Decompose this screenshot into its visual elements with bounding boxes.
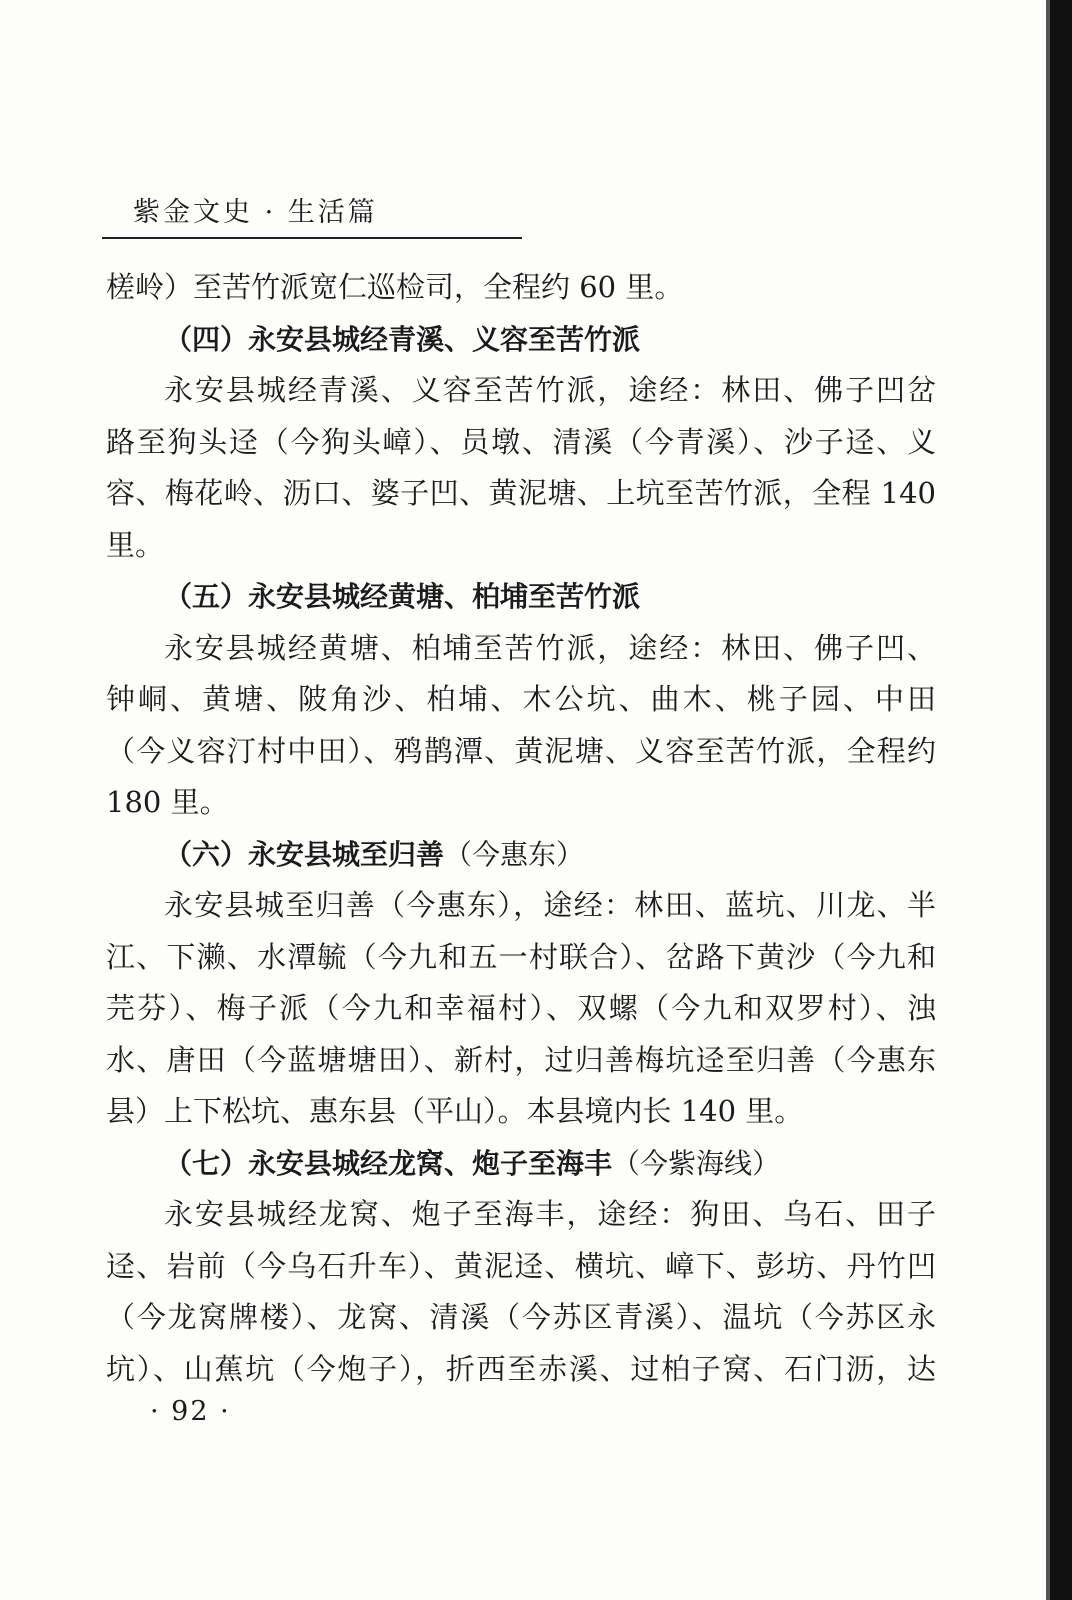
text-line: 钟峒、黄塘、陂角沙、柏埔、木公坑、曲木、桃子园、中田 <box>106 682 936 716</box>
text-line: 槎岭）至苦竹派宽仁巡检司，全程约 60 里。 <box>106 270 684 304</box>
running-header: 紫金文史 · 生活篇 <box>133 197 378 228</box>
section-heading <box>106 571 936 623</box>
section-heading-text: （五）永安县城经黄塘、柏埔至苦竹派 <box>164 580 641 613</box>
section-heading <box>106 314 936 366</box>
text-line: 180 里。 <box>106 785 229 819</box>
section-heading <box>106 1138 936 1190</box>
scan-edge <box>1046 0 1072 1600</box>
text-line: 芫芬）、梅子派（今九和幸福村）、双螺（今九和双罗村）、浊 <box>106 991 936 1025</box>
text-line: 永安县城经青溪、义容至苦竹派，途经：林田、佛子凹岔 <box>164 373 936 407</box>
section-heading-text: （七）永安县城经龙窝、炮子至海丰 <box>164 1146 613 1180</box>
text-line: 容、梅花岭、沥口、婆子凹、黄泥塘、上坑至苦竹派，全程 140 <box>106 476 936 510</box>
text-line: 里。 <box>106 527 165 562</box>
text-line: 县）上下松坑、惠东县（平山）。本县境内长 140 里。 <box>106 1094 804 1128</box>
text-line: （今龙窝牌楼）、龙窝、清溪（今苏区青溪）、温坑（今苏区永 <box>106 1300 936 1334</box>
text-line: 坑）、山蕉坑（今炮子），折西至赤溪、过柏子窝、石门沥，达 <box>106 1351 936 1386</box>
section-heading-text: （六）永安县城至归善 <box>164 837 445 871</box>
page-number: · 92 · <box>150 1396 231 1427</box>
section-heading-note: （今惠东） <box>444 837 585 871</box>
text-line: 永安县城至归善（今惠东），途经：林田、蓝坑、川龙、半 <box>164 888 936 922</box>
text-line: 永安县城经龙窝、炮子至海丰，途经：狗田、乌石、田子 <box>164 1197 936 1231</box>
text-line: 迳、岩前（今乌石升车）、黄泥迳、横坑、嶂下、彭坊、丹竹凹 <box>106 1248 936 1283</box>
header-rule <box>102 237 522 239</box>
text-line: 江、下濑、水潭毓（今九和五一村联合）、岔路下黄沙（今九和 <box>106 939 936 974</box>
text-line: 水、唐田（今蓝塘塘田）、新村，过归善梅坑迳至归善（今惠东 <box>106 1042 936 1077</box>
text-line: （今义容汀村中田）、鸦鹊潭、黄泥塘、义容至苦竹派，全程约 <box>106 733 936 768</box>
text-line: 路至狗头迳（今狗头嶂）、员墩、清溪（今青溪）、沙子迳、义 <box>106 424 936 459</box>
section-heading-text: （四）永安县城经青溪、义容至苦竹派 <box>164 322 641 356</box>
page-body <box>106 262 936 1395</box>
text-line: 永安县城经黄塘、柏埔至苦竹派，途经：林田、佛子凹、 <box>164 630 936 665</box>
section-heading-note: （今紫海线） <box>612 1146 781 1180</box>
section-heading <box>106 829 936 881</box>
